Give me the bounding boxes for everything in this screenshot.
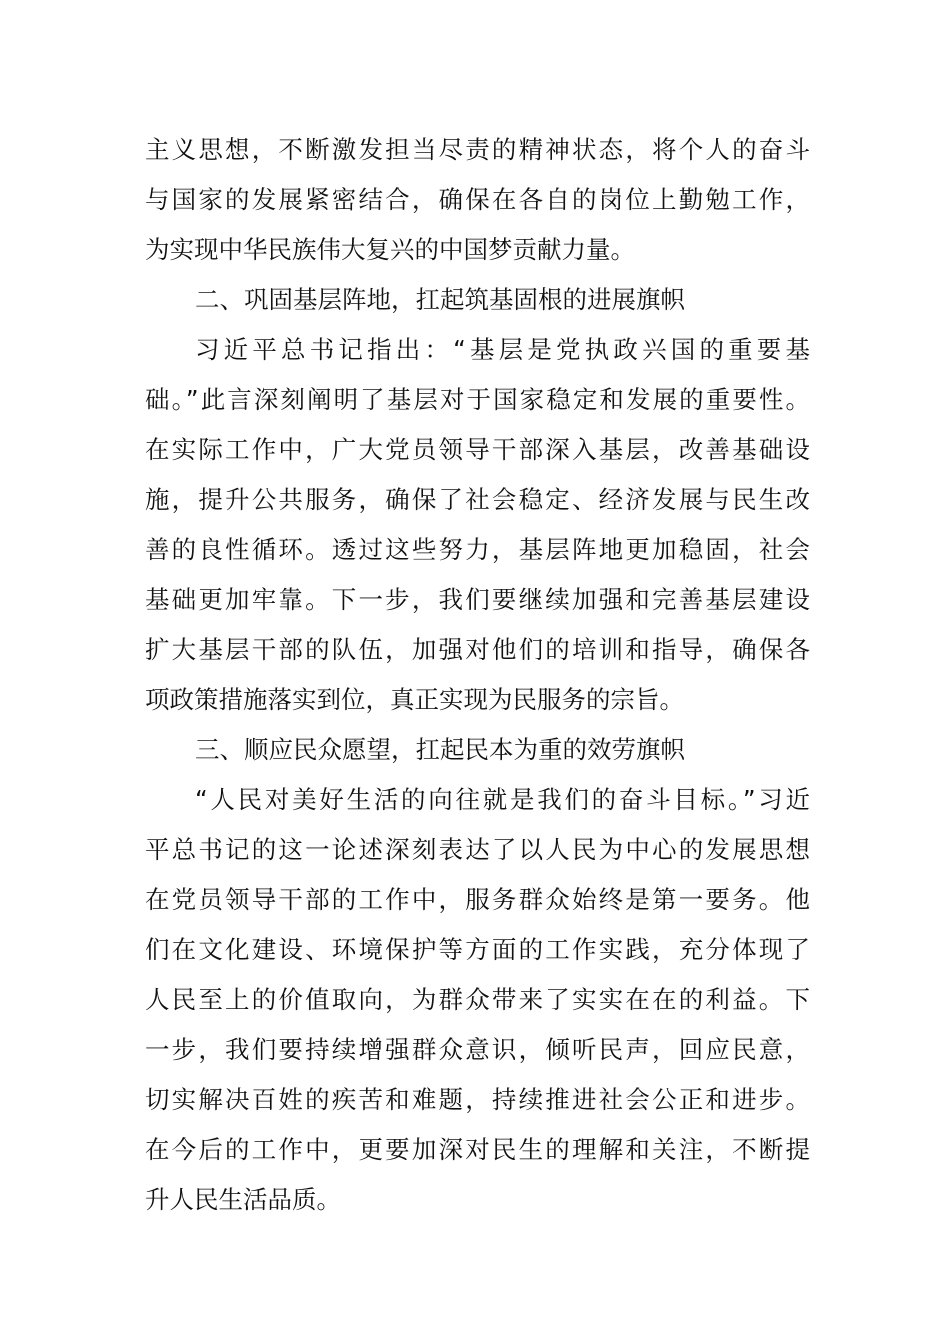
paragraph-line: 项政策措施落实到位，真正实现为民服务的宗旨。 (145, 685, 684, 714)
paragraph-line: 扩大基层干部的队伍，加强对他们的培训和指导，确保各 (145, 635, 810, 664)
paragraph-line: 主义思想，不断激发担当尽责的精神状态，将个人的奋斗 (145, 135, 810, 164)
paragraph-line: 善的良性循环。透过这些努力，基层阵地更加稳固，社会 (145, 535, 810, 564)
paragraph-line: 人民至上的价值取向，为群众带来了实实在在的利益。下 (145, 985, 810, 1014)
paragraph-line: 为实现中华民族伟大复兴的中国梦贡献力量。 (145, 235, 635, 264)
paragraph-line: 们在文化建设、环境保护等方面的工作实践，充分体现了 (145, 935, 810, 964)
section-heading-3: 三、顺应民众愿望，扛起民本为重的效劳旗帜 (195, 735, 685, 764)
paragraph-line: 在党员领导干部的工作中，服务群众始终是第一要务。他 (145, 885, 810, 914)
paragraph-line: “人民对美好生活的向往就是我们的奋斗目标。”习近 (195, 785, 810, 814)
paragraph-line: 基础更加牢靠。下一步，我们要继续加强和完善基层建设 (145, 585, 810, 614)
paragraph-line: 在实际工作中，广大党员领导干部深入基层，改善基础设 (145, 435, 810, 464)
paragraph-line: 升人民生活品质。 (145, 1185, 341, 1214)
paragraph-line: 在今后的工作中，更要加深对民生的理解和关注，不断提 (145, 1135, 810, 1164)
paragraph-line: 施，提升公共服务，确保了社会稳定、经济发展与民生改 (145, 485, 810, 514)
paragraph-line: 础。”此言深刻阐明了基层对于国家稳定和发展的重要性。 (145, 385, 810, 414)
paragraph-line: 平总书记的这一论述深刻表达了以人民为中心的发展思想 (145, 835, 810, 864)
paragraph-line: 习近平总书记指出：“基层是党执政兴国的重要基 (195, 335, 810, 364)
paragraph-line: 一步，我们要持续增强群众意识，倾听民声，回应民意， (145, 1035, 810, 1064)
section-heading-2: 二、巩固基层阵地，扛起筑基固根的进展旗帜 (195, 285, 685, 314)
paragraph-line: 切实解决百姓的疾苦和难题，持续推进社会公正和进步。 (145, 1085, 810, 1114)
paragraph-line: 与国家的发展紧密结合，确保在各自的岗位上勤勉工作， (145, 185, 810, 214)
